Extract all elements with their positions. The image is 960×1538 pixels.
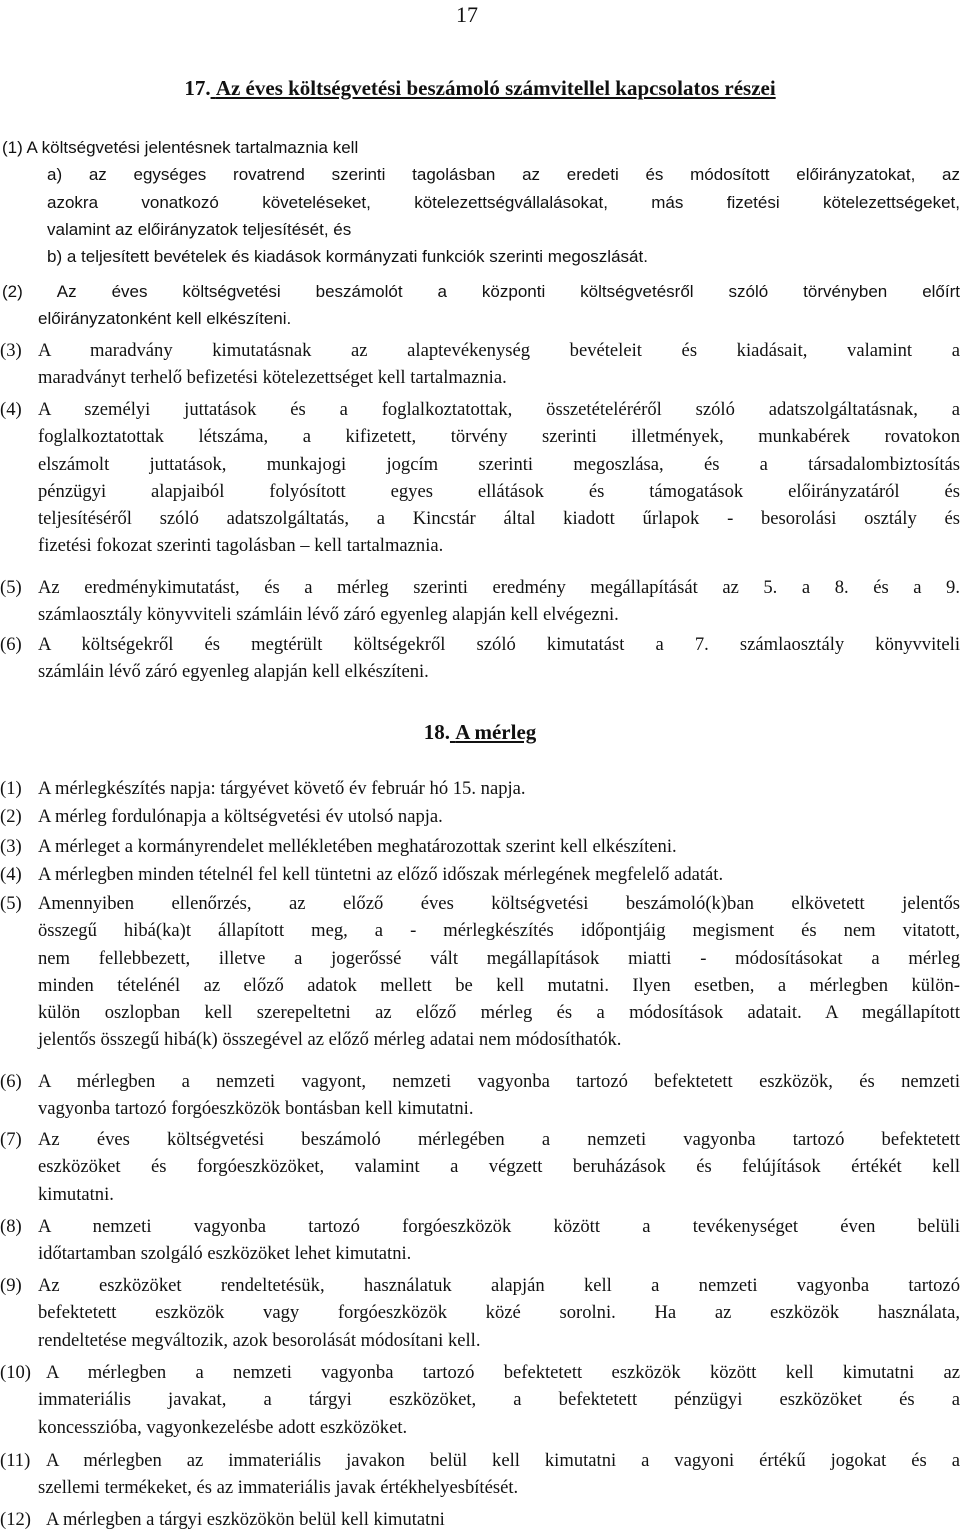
para-label: (7) bbox=[0, 1129, 22, 1150]
text-line: számlaosztály könyvviteli számláin lévő záró egyenleg alapján kell elvégezni. bbox=[38, 604, 619, 626]
text-line: elszámolt juttatások, munkajogi jogcím szerinti megoszlása, és a társadalombiztosítás bbox=[38, 453, 960, 475]
para-label: (4) bbox=[0, 399, 22, 420]
text-line: Az eszközöket rendeltetésük, használatuk alapján kell a nemzeti vagyonba tartozó bbox=[38, 1275, 960, 1296]
text-line: számláin lévő záró egyenleg alapján kell elkészíteni. bbox=[38, 661, 429, 683]
para-label: (12) bbox=[0, 1509, 31, 1530]
text-line: nem fellebbezett, illetve a jogerőssé vált megállapítások miatti - módosításokat a mérleg bbox=[38, 947, 960, 969]
text-line: A mérlegkészítés napja: tárgyévet követő év február hó 15. napja. bbox=[38, 778, 526, 799]
text-line: A költségekről és megtérült költségekről szóló kimutatást a 7. számlaosztály könyvviteli bbox=[38, 634, 960, 655]
section-18-heading bbox=[0, 718, 960, 746]
text-line: A személyi juttatások és a foglalkoztatottak, összetételéréről szóló adatszolgáltatásnak, a bbox=[38, 399, 960, 420]
para-label: (6) bbox=[0, 1071, 22, 1092]
para-label: (5) bbox=[0, 577, 22, 598]
s18-para-5 bbox=[0, 890, 960, 1054]
text-line: koncesszióba, vagyonkezelésbe adott eszközöket. bbox=[38, 1416, 408, 1438]
s18-para-4 bbox=[0, 861, 960, 888]
para-label: (1) bbox=[0, 778, 22, 799]
s17-para-2 bbox=[0, 278, 960, 333]
text-line: vagyonba tartozó forgóeszközök bontásban kell kimutatni. bbox=[38, 1098, 474, 1120]
s18-para-3 bbox=[0, 833, 960, 860]
text-line: A mérlegben minden tételnél fel kell tüntetni az előző időszak mérlegének megfelelő adatát. bbox=[38, 864, 724, 885]
para-label: (3) bbox=[0, 340, 22, 361]
text-line: időtartamban szolgáló eszközöket lehet kimutatni. bbox=[38, 1243, 412, 1265]
text-line: A mérlegben az immateriális javakon belül kell kimutatni a vagyoni értékű jogokat és a bbox=[46, 1450, 960, 1471]
s18-para-7 bbox=[0, 1126, 960, 1208]
text-line: valamint az előirányzatok teljesítését, és bbox=[47, 219, 352, 239]
para-label: (3) bbox=[0, 836, 22, 857]
text-line: A mérleg fordulónapja a költségvetési év utolsó napja. bbox=[38, 806, 443, 827]
text-line: immateriális javakat, a tárgyi eszközöket, a befektetett pénzügyi eszközöket és a bbox=[38, 1389, 960, 1411]
text-line: fizetési fokozat szerinti tagolásban – kell tartalmaznia. bbox=[38, 535, 444, 557]
s18-para-6 bbox=[0, 1068, 960, 1123]
para-label: (6) bbox=[0, 634, 22, 655]
text-line: befektetett eszközök vagy forgóeszközök közé sorolni. Ha az eszközök használata, bbox=[38, 1302, 960, 1324]
s18-para-12 bbox=[0, 1506, 960, 1533]
text-line: b) a teljesített bevételek és kiadások kormányzati funkciók szerinti megoszlását. bbox=[47, 247, 648, 267]
s17-para-4 bbox=[0, 396, 960, 560]
para-label: (9) bbox=[0, 1275, 22, 1296]
para-label: (4) bbox=[0, 864, 22, 885]
s18-para-11 bbox=[0, 1447, 960, 1502]
text-line: A mérlegben a tárgyi eszközökön belül kell kimutatni bbox=[46, 1509, 445, 1530]
text-line: A nemzeti vagyonba tartozó forgóeszközök között a tevékenységet éven belüli bbox=[38, 1216, 960, 1237]
text-line: A mérlegben a nemzeti vagyont, nemzeti vagyonba tartozó befektetett eszközök, és nemzeti bbox=[38, 1071, 960, 1092]
text-line: pénzügyi alapjaiból folyósított egyes ellátások és támogatások előirányzatáról és bbox=[38, 480, 960, 502]
text-line: foglalkoztatottak létszáma, a kifizetett, törvény szerinti illetmények, munkabérek rovatokon bbox=[38, 426, 960, 448]
text-line: Amennyiben ellenőrzés, az előző éves költségvetési beszámoló(k)ban elkövetett jelentős bbox=[38, 893, 960, 914]
text-line: külön oszlopban kell szerepeltetni az előző mérleg és a módosítások adatait. A megállapított bbox=[38, 1002, 960, 1024]
text-line: rendeltetése megváltozik, azok besorolását módosítani kell. bbox=[38, 1329, 481, 1351]
section-17-heading bbox=[0, 74, 960, 102]
text-line: Az eredménykimutatást, és a mérleg szerinti eredmény megállapítását az 5. a 8. és a 9. bbox=[38, 577, 960, 598]
s18-para-1 bbox=[0, 775, 960, 802]
s17-para-5 bbox=[0, 574, 960, 629]
para-label: (5) bbox=[0, 893, 22, 914]
para-label: (10) bbox=[0, 1362, 31, 1383]
s18-para-2 bbox=[0, 803, 960, 830]
text-line: előirányzatonként kell elkészíteni. bbox=[38, 309, 292, 329]
text-line: a) az egységes rovatrend szerinti tagolásban az eredeti és módosított előirányzatokat, az bbox=[47, 165, 960, 185]
text-line: kimutatni. bbox=[38, 1183, 114, 1205]
text-line: Az éves költségvetési beszámoló mérlegében a nemzeti vagyonba tartozó befektetett bbox=[38, 1129, 960, 1150]
s18-para-9 bbox=[0, 1272, 960, 1354]
s17-para-6 bbox=[0, 631, 960, 686]
text-line: jelentős összegű hibá(k) összegével az előző mérleg adatai nem módosíthatók. bbox=[38, 1029, 622, 1051]
text-line: (2) Az éves költségvetési beszámolót a központi költségvetésről szóló törvényben előírt bbox=[2, 282, 960, 301]
text-line: összegű hibá(ka)t állapított meg, a - mérlegkészítés időpontjáig megisment és nem vitatott, bbox=[38, 920, 960, 942]
para-label: (11) bbox=[0, 1450, 31, 1471]
text-line: szellemi termékeket, és az immateriális javak értékhelyesbítését. bbox=[38, 1477, 519, 1499]
page-number: 17 bbox=[456, 2, 478, 27]
para-label: (8) bbox=[0, 1216, 22, 1237]
s18-para-8 bbox=[0, 1213, 960, 1268]
text-line: A maradvány kimutatásnak az alaptevékenység bevételeit és kiadásait, valamint a bbox=[38, 340, 960, 361]
para-label: (2) bbox=[0, 806, 22, 827]
text-line: maradványt terhelő befizetési kötelezettséget kell tartalmaznia. bbox=[38, 367, 507, 389]
section-17-title: Az éves költségvetési beszámoló számvitellel kapcsolatos részei bbox=[215, 76, 776, 100]
section-17-number: 17. bbox=[184, 76, 211, 100]
s17-para-1 bbox=[0, 134, 960, 270]
text-line: eszközöket és forgóeszközöket, valamint a végzett beruházások és felújítások értékét kell bbox=[38, 1156, 960, 1178]
text-line: A mérlegben a nemzeti vagyonba tartozó befektetett eszközök között kell kimutatni az bbox=[46, 1362, 960, 1383]
s18-para-10 bbox=[0, 1359, 960, 1441]
text-line: A mérleget a kormányrendelet mellékletében meghatározottak szerint kell elkészíteni. bbox=[38, 836, 677, 857]
text-line: (1) A költségvetési jelentésnek tartalmaznia kell bbox=[2, 138, 359, 157]
text-line: teljesítéséről szóló adatszolgáltatás, a Kincstár által kiadott űrlapok - besorolási osztály és bbox=[38, 508, 960, 530]
section-18-number: 18. bbox=[423, 720, 450, 744]
text-line: minden tételénél az előző adatok mellett be kell mutatni. Ilyen esetben, a mérlegben külön- bbox=[38, 974, 960, 996]
text-line: azokra vonatkozó követeléseket, kötelezettségvállalásokat, más fizetési kötelezettségeket, bbox=[47, 192, 960, 212]
s17-para-3 bbox=[0, 337, 960, 392]
section-18-title: A mérleg bbox=[455, 720, 537, 744]
